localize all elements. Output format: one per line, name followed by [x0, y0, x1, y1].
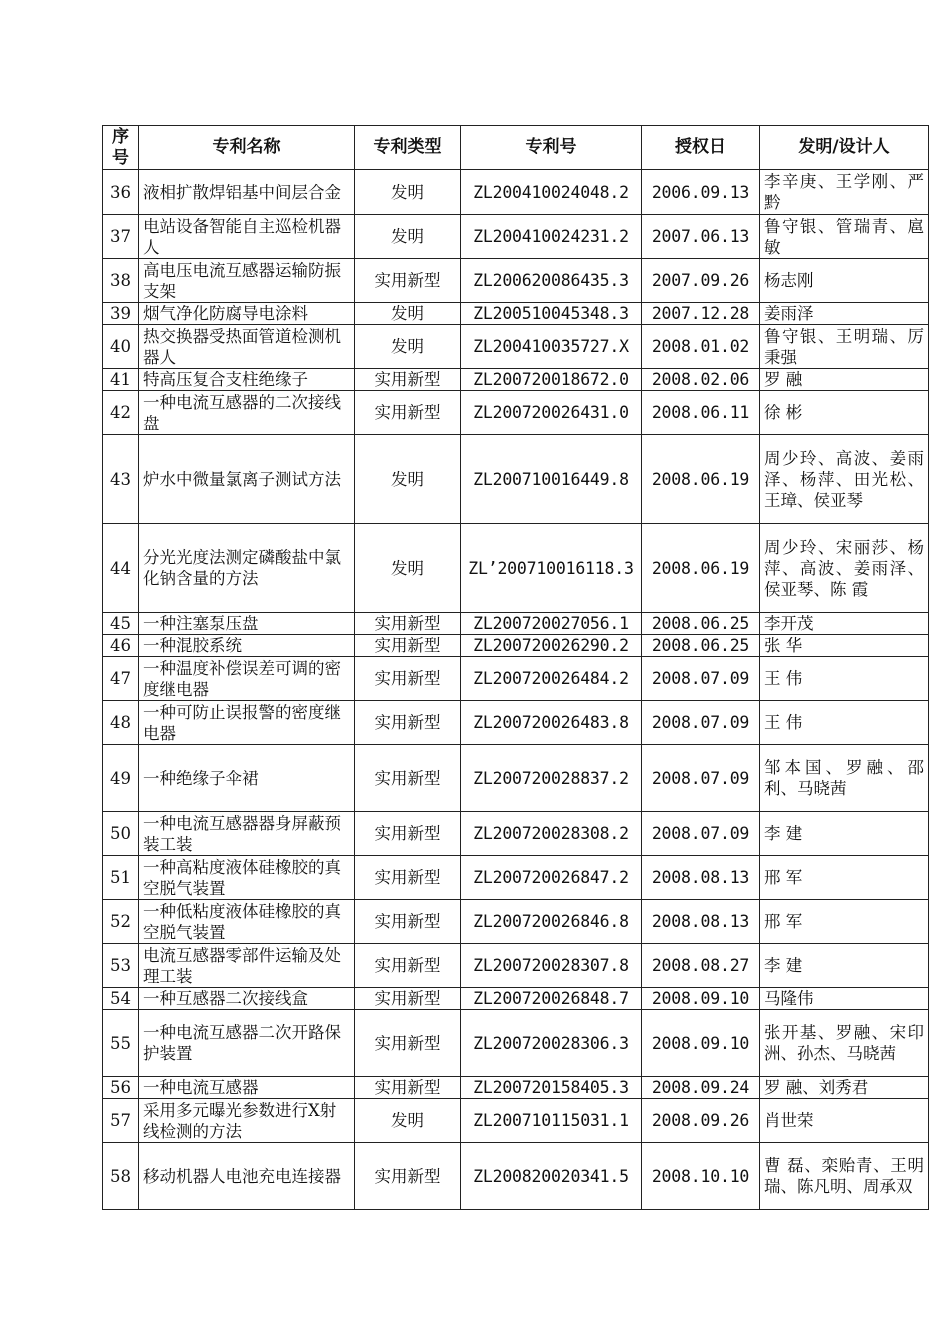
patent-name: 液相扩散焊铝基中间层合金 — [139, 170, 355, 215]
grant-date: 2006.09.13 — [642, 170, 760, 215]
patent-type: 实用新型 — [355, 856, 461, 900]
grant-date: 2008.06.19 — [642, 524, 760, 613]
patent-type: 实用新型 — [355, 657, 461, 701]
patent-number: ZL200620086435.3 — [461, 259, 642, 303]
patent-name: 热交换器受热面管道检测机器人 — [139, 325, 355, 369]
patent-name: 移动机器人电池充电连接器 — [139, 1143, 355, 1210]
inventors: 李 建 — [760, 944, 929, 988]
row-number: 39 — [103, 303, 139, 325]
patent-name: 一种混胶系统 — [139, 635, 355, 657]
patent-type: 实用新型 — [355, 1010, 461, 1077]
table-row — [103, 900, 929, 944]
header-row — [103, 126, 929, 170]
patent-type: 实用新型 — [355, 613, 461, 635]
patent-name: 一种温度补偿误差可调的密度继电器 — [139, 657, 355, 701]
patent-name: 分光光度法测定磷酸盐中氯化钠含量的方法 — [139, 524, 355, 613]
inventors: 李辛庚、王学刚、严 黔 — [760, 170, 929, 215]
patent-type: 实用新型 — [355, 1077, 461, 1099]
patent-number: ZL200710115031.1 — [461, 1099, 642, 1143]
patent-type: 实用新型 — [355, 900, 461, 944]
patent-type: 发明 — [355, 524, 461, 613]
patent-type: 实用新型 — [355, 988, 461, 1010]
table-row — [103, 944, 929, 988]
grant-date: 2008.02.06 — [642, 369, 760, 391]
patent-number: ZL200720026846.8 — [461, 900, 642, 944]
row-number: 53 — [103, 944, 139, 988]
row-number: 50 — [103, 812, 139, 856]
patent-name: 一种绝缘子伞裙 — [139, 745, 355, 812]
patent-number: ZL200720028306.3 — [461, 1010, 642, 1077]
table-row — [103, 657, 929, 701]
patent-type: 发明 — [355, 170, 461, 215]
patent-number: ZL’200710016118.3 — [461, 524, 642, 613]
row-number: 37 — [103, 215, 139, 259]
grant-date: 2008.06.19 — [642, 435, 760, 524]
table-row — [103, 701, 929, 745]
patent-type: 实用新型 — [355, 1143, 461, 1210]
table-row — [103, 856, 929, 900]
grant-date: 2008.06.25 — [642, 613, 760, 635]
patent-type: 实用新型 — [355, 745, 461, 812]
table-row — [103, 215, 929, 259]
patent-type: 发明 — [355, 215, 461, 259]
inventors: 张 华 — [760, 635, 929, 657]
patent-type: 实用新型 — [355, 701, 461, 745]
patent-number: ZL200720028837.2 — [461, 745, 642, 812]
patent-number: ZL200820020341.5 — [461, 1143, 642, 1210]
row-number: 58 — [103, 1143, 139, 1210]
table-row — [103, 1010, 929, 1077]
inventors: 曹 磊、栾贻青、王明瑞、陈凡明、周承双 — [760, 1143, 929, 1210]
patent-number: ZL200720028308.2 — [461, 812, 642, 856]
patent-name: 高电压电流互感器运输防振支架 — [139, 259, 355, 303]
grant-date: 2008.06.11 — [642, 391, 760, 435]
inventors: 邢 军 — [760, 900, 929, 944]
patent-name: 烟气净化防腐导电涂料 — [139, 303, 355, 325]
grant-date: 2008.07.09 — [642, 812, 760, 856]
row-number: 52 — [103, 900, 139, 944]
grant-date: 2008.09.10 — [642, 1010, 760, 1077]
patent-number: ZL200720018672.0 — [461, 369, 642, 391]
table-row — [103, 435, 929, 524]
patent-type: 发明 — [355, 303, 461, 325]
inventors: 邹本国、罗融、邵 利、马晓茜 — [760, 745, 929, 812]
inventors: 姜雨泽 — [760, 303, 929, 325]
row-number: 57 — [103, 1099, 139, 1143]
grant-date: 2008.07.09 — [642, 701, 760, 745]
inventors: 杨志刚 — [760, 259, 929, 303]
grant-date: 2008.07.09 — [642, 745, 760, 812]
row-number: 46 — [103, 635, 139, 657]
row-number: 43 — [103, 435, 139, 524]
grant-date: 2007.09.26 — [642, 259, 760, 303]
row-number: 44 — [103, 524, 139, 613]
header-number: 专利号 — [461, 126, 642, 170]
inventors: 王 伟 — [760, 657, 929, 701]
inventors: 鲁守银、王明瑞、厉秉强 — [760, 325, 929, 369]
grant-date: 2008.10.10 — [642, 1143, 760, 1210]
patent-number: ZL200410024048.2 — [461, 170, 642, 215]
patent-number: ZL200720026483.8 — [461, 701, 642, 745]
table-row — [103, 369, 929, 391]
inventors: 王 伟 — [760, 701, 929, 745]
inventors: 徐 彬 — [760, 391, 929, 435]
header-date: 授权日 — [642, 126, 760, 170]
patent-name: 一种高粘度液体硅橡胶的真空脱气装置 — [139, 856, 355, 900]
row-number: 49 — [103, 745, 139, 812]
inventors: 周少玲、宋丽莎、杨 萍、高波、姜雨泽、侯亚琴、陈 霞 — [760, 524, 929, 613]
patent-name: 一种可防止误报警的密度继电器 — [139, 701, 355, 745]
grant-date: 2008.08.13 — [642, 900, 760, 944]
patent-name: 一种注塞泵压盘 — [139, 613, 355, 635]
inventors: 罗 融、刘秀君 — [760, 1077, 929, 1099]
table-row — [103, 745, 929, 812]
patent-number: ZL200410024231.2 — [461, 215, 642, 259]
patent-type: 实用新型 — [355, 812, 461, 856]
header-no: 序号 — [103, 126, 139, 170]
table-row — [103, 303, 929, 325]
patent-number: ZL200720158405.3 — [461, 1077, 642, 1099]
patent-number: ZL200710016449.8 — [461, 435, 642, 524]
table-row — [103, 524, 929, 613]
patent-number: ZL200720027056.1 — [461, 613, 642, 635]
patent-name: 一种电流互感器的二次接线盘 — [139, 391, 355, 435]
grant-date: 2008.09.24 — [642, 1077, 760, 1099]
inventors: 李 建 — [760, 812, 929, 856]
patent-number: ZL200510045348.3 — [461, 303, 642, 325]
patent-type: 发明 — [355, 325, 461, 369]
grant-date: 2008.08.27 — [642, 944, 760, 988]
row-number: 45 — [103, 613, 139, 635]
patent-type: 发明 — [355, 435, 461, 524]
grant-date: 2008.09.26 — [642, 1099, 760, 1143]
table-row — [103, 988, 929, 1010]
patent-name: 一种电流互感器二次开路保护装置 — [139, 1010, 355, 1077]
table-row — [103, 613, 929, 635]
patent-name: 电流互感器零部件运输及处理工装 — [139, 944, 355, 988]
grant-date: 2007.12.28 — [642, 303, 760, 325]
patent-number: ZL200720026431.0 — [461, 391, 642, 435]
grant-date: 2008.09.10 — [642, 988, 760, 1010]
row-number: 51 — [103, 856, 139, 900]
table-row — [103, 1143, 929, 1210]
patent-type: 实用新型 — [355, 944, 461, 988]
patent-name: 一种电流互感器器身屏蔽预装工装 — [139, 812, 355, 856]
inventors: 罗 融 — [760, 369, 929, 391]
row-number: 47 — [103, 657, 139, 701]
grant-date: 2008.08.13 — [642, 856, 760, 900]
inventors: 周少玲、高波、姜雨泽、杨萍、田光松、王璋、侯亚琴 — [760, 435, 929, 524]
patent-number: ZL200720026290.2 — [461, 635, 642, 657]
row-number: 36 — [103, 170, 139, 215]
row-number: 40 — [103, 325, 139, 369]
table-row — [103, 325, 929, 369]
row-number: 54 — [103, 988, 139, 1010]
patent-name: 一种互感器二次接线盒 — [139, 988, 355, 1010]
patent-number: ZL200720026484.2 — [461, 657, 642, 701]
row-number: 38 — [103, 259, 139, 303]
patent-table — [102, 125, 929, 1210]
inventors: 马隆伟 — [760, 988, 929, 1010]
patent-name: 一种电流互感器 — [139, 1077, 355, 1099]
row-number: 42 — [103, 391, 139, 435]
patent-number: ZL200720026848.7 — [461, 988, 642, 1010]
patent-number: ZL200720026847.2 — [461, 856, 642, 900]
table-row — [103, 812, 929, 856]
table-row — [103, 1099, 929, 1143]
patent-type: 实用新型 — [355, 259, 461, 303]
row-number: 56 — [103, 1077, 139, 1099]
inventors: 邢 军 — [760, 856, 929, 900]
patent-type: 发明 — [355, 1099, 461, 1143]
header-type: 专利类型 — [355, 126, 461, 170]
header-name: 专利名称 — [139, 126, 355, 170]
inventors: 张开基、罗融、宋印洲、孙杰、马晓茜 — [760, 1010, 929, 1077]
patent-name: 一种低粘度液体硅橡胶的真空脱气装置 — [139, 900, 355, 944]
patent-number: ZL200720028307.8 — [461, 944, 642, 988]
patent-name: 特高压复合支柱绝缘子 — [139, 369, 355, 391]
patent-name: 采用多元曝光参数进行X射线检测的方法 — [139, 1099, 355, 1143]
table-row — [103, 1077, 929, 1099]
inventors: 鲁守银、管瑞青、扈 敏 — [760, 215, 929, 259]
row-number: 41 — [103, 369, 139, 391]
grant-date: 2008.07.09 — [642, 657, 760, 701]
patent-type: 实用新型 — [355, 391, 461, 435]
patent-type: 实用新型 — [355, 369, 461, 391]
table-row — [103, 391, 929, 435]
patent-name: 炉水中微量氯离子测试方法 — [139, 435, 355, 524]
row-number: 48 — [103, 701, 139, 745]
row-number: 55 — [103, 1010, 139, 1077]
patent-type: 实用新型 — [355, 635, 461, 657]
grant-date: 2008.01.02 — [642, 325, 760, 369]
inventors: 肖世荣 — [760, 1099, 929, 1143]
grant-date: 2008.06.25 — [642, 635, 760, 657]
header-inventors: 发明/设计人 — [760, 126, 929, 170]
table-row — [103, 259, 929, 303]
grant-date: 2007.06.13 — [642, 215, 760, 259]
table-row — [103, 635, 929, 657]
table-row — [103, 170, 929, 215]
inventors: 李开茂 — [760, 613, 929, 635]
patent-number: ZL200410035727.X — [461, 325, 642, 369]
patent-name: 电站设备智能自主巡检机器人 — [139, 215, 355, 259]
